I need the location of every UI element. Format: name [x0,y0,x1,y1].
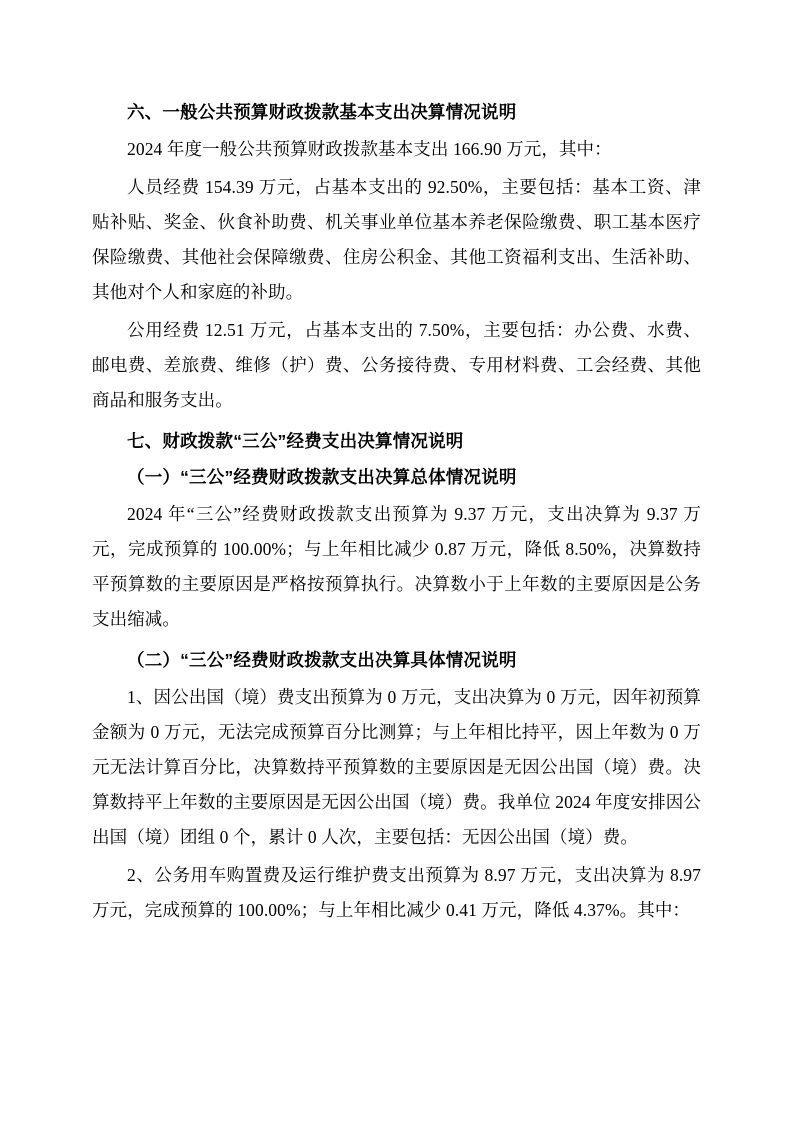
paragraph-overseas-travel: 1、因公出国（境）费支出预算为 0 万元，支出决算为 0 万元，因年初预算金额为 0 万元，无法完成预算百分比测算；与上年相比持平，因上年数为 0 万元无法计算百分比，决算数持平预算数的主要原因是无因公出国（境）费。决算数持平上年数的主要原因是无因公出国（境）费。我单位 2024 年度安排因公出国（境）团组 0 个，累计 0 人次，主要包括：无因公出国（境）费。 [92,687,701,847]
paragraph-basic-expenditure-total: 2024 年度一般公共预算财政拨款基本支出 166.90 万元，其中： [127,139,612,159]
document-body [92,96,701,928]
paragraph-three-public-overall: 2024 年“三公”经费财政拨款支出预算为 9.37 万元，支出决算为 9.37 万元，完成预算的 100.00%；与上年相比减少 0.87 万元，降低 8.50%，决算数持平预算数的主要原因是严格按预算执行。决算数小于上年数的主要原因是公务支出缩减。 [92,504,701,629]
section-heading-six: 六、一般公共预算财政拨款基本支出决算情况说明 [127,102,517,122]
subheading-three-public-overall: （一）“三公”经费财政拨款支出决算总体情况说明 [127,467,517,487]
subheading-three-public-detail: （二）“三公”经费财政拨款支出决算具体情况说明 [127,650,517,670]
paragraph-official-vehicle: 2、公务用车购置费及运行维护费支出预算为 8.97 万元，支出决算为 8.97 万元，完成预算的 100.00%；与上年相比减少 0.41 万元，降低 4.37%。其中： [92,865,701,920]
paragraph-public-expenses: 公用经费 12.51 万元，占基本支出的 7.50%，主要包括：办公费、水费、邮电费、差旅费、维修（护）费、公务接待费、专用材料费、工会经费、其他商品和服务支出。 [92,320,701,410]
paragraph-personnel-expenses: 人员经费 154.39 万元，占基本支出的 92.50%，主要包括：基本工资、津贴补贴、奖金、伙食补助费、机关事业单位基本养老保险缴费、职工基本医疗保险缴费、其他社会保障缴费、住房公积金、其他工资福利支出、生活补助、其他对个人和家庭的补助。 [92,177,701,302]
section-heading-seven: 七、财政拨款“三公”经费支出决算情况说明 [127,431,464,451]
